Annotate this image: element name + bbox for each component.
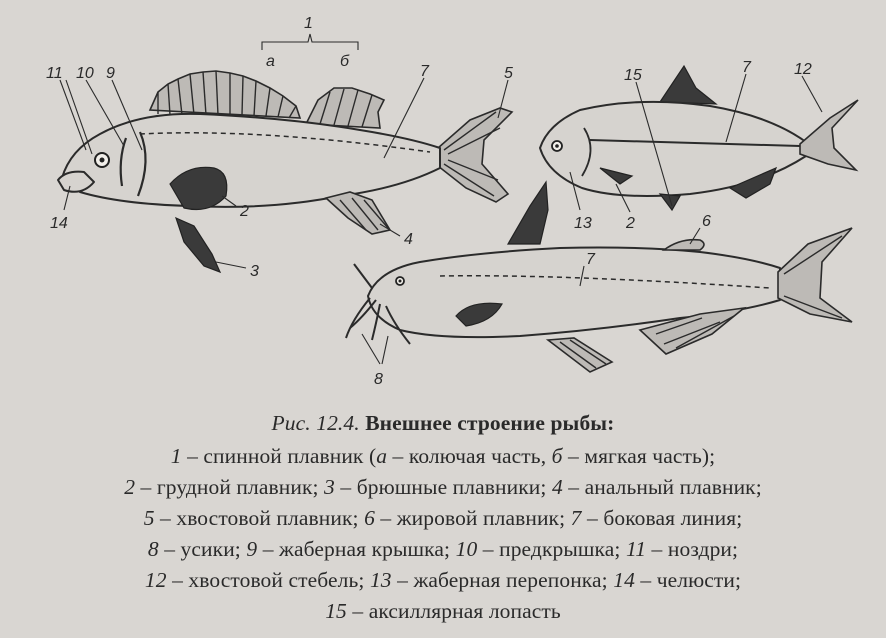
perch-body — [62, 114, 440, 207]
caption-item-number: 10 — [455, 537, 478, 561]
perch-caudal-fin — [438, 108, 512, 202]
caption-title: Внешнее строение рыбы: — [365, 411, 615, 435]
caption-item-text: – брюшные плавники; — [334, 475, 552, 499]
label-15: 15 — [624, 67, 642, 84]
caption-legend — [0, 441, 886, 627]
perch-anal-fin — [326, 192, 390, 234]
caption-line — [0, 472, 886, 503]
caption-item-text: – мягкая часть); — [562, 444, 716, 468]
label-5: 5 — [504, 65, 513, 82]
bream-dorsal-fin — [660, 66, 716, 104]
caption-item-text: – жаберная перепонка; — [391, 568, 614, 592]
perch-soft-dorsal-fin — [306, 88, 384, 128]
label-13: 13 — [574, 215, 592, 232]
label-1b: б — [340, 53, 349, 70]
caption-line — [0, 596, 886, 627]
caption-item-number: 5 — [143, 506, 155, 530]
label-6: 6 — [702, 213, 711, 230]
label-8: 8 — [374, 371, 383, 388]
caption-item-text: – жировой плавник; — [374, 506, 571, 530]
label-9: 9 — [106, 65, 115, 82]
caption-item-text: – боковая линия; — [581, 506, 743, 530]
caption-item-text: – предкрышка; — [477, 537, 626, 561]
caption-line — [0, 503, 886, 534]
label-14: 14 — [50, 215, 68, 232]
caption-item-number: 8 — [147, 537, 159, 561]
caption-item-text: – колючая часть, — [387, 444, 552, 468]
caption-item-number: 11 — [625, 537, 647, 561]
label-7-perch: 7 — [420, 63, 429, 80]
caption-item-number: 1 — [170, 444, 182, 468]
caption-item-number: 6 — [364, 506, 375, 530]
perch-pelvic-fin — [176, 218, 220, 272]
caption-item-text: – хвостовой стебель; — [166, 568, 370, 592]
label-3: 3 — [250, 263, 259, 280]
caption-item-number: б — [551, 444, 563, 468]
caption-item-text: – анальный плавник; — [562, 475, 762, 499]
perch-drawing — [58, 71, 512, 272]
caption-line — [0, 441, 886, 472]
caption-item-text: – жаберная крышка; — [257, 537, 456, 561]
bream-pelvic-fin — [660, 194, 680, 210]
caption-item-number: 9 — [246, 537, 258, 561]
label-10: 10 — [76, 65, 94, 82]
label-11: 11 — [46, 65, 63, 82]
figure-caption — [0, 408, 886, 627]
caption-item-number: а — [376, 444, 388, 468]
catfish-dorsal-fin — [508, 182, 548, 244]
label-2-perch: 2 — [240, 203, 249, 220]
caption-item-number: 3 — [324, 475, 335, 499]
caption-line — [0, 565, 886, 596]
caption-item-text: – ноздри; — [646, 537, 739, 561]
bream-caudal-fin — [800, 100, 858, 170]
caption-item-text: – аксиллярная лопасть — [346, 599, 561, 623]
caption-item-text: – челюсти; — [634, 568, 742, 592]
label-12: 12 — [794, 61, 812, 78]
caption-title-line — [0, 408, 886, 439]
caption-item-text: – спинной плавник ( — [181, 444, 377, 468]
caption-item-number: 14 — [613, 568, 635, 592]
caption-item-text: – грудной плавник; — [135, 475, 325, 499]
catfish-drawing — [346, 182, 852, 372]
caption-item-text: – усики; — [158, 537, 247, 561]
caption-item-text: – хвостовой плавник; — [154, 506, 365, 530]
caption-item-number: 12 — [144, 568, 167, 592]
label-1a: а — [266, 53, 275, 70]
perch-spiny-dorsal-fin — [150, 71, 300, 118]
label-7-bream: 7 — [742, 59, 751, 76]
caption-figure-number: Рис. 12.4. — [271, 411, 360, 435]
caption-item-number: 13 — [369, 568, 392, 592]
catfish-pelvic-fin — [548, 338, 612, 372]
bream-drawing — [540, 66, 858, 210]
label-2-bream: 2 — [626, 215, 635, 232]
caption-item-number: 15 — [325, 599, 347, 623]
caption-line — [0, 534, 886, 565]
label-4: 4 — [404, 231, 413, 248]
label-7-catfish: 7 — [586, 251, 595, 268]
label-1: 1 — [304, 15, 313, 32]
caption-item-number: 2 — [124, 475, 136, 499]
caption-item-number: 4 — [551, 475, 563, 499]
caption-item-number: 7 — [570, 506, 582, 530]
catfish-adipose-fin — [664, 240, 704, 250]
